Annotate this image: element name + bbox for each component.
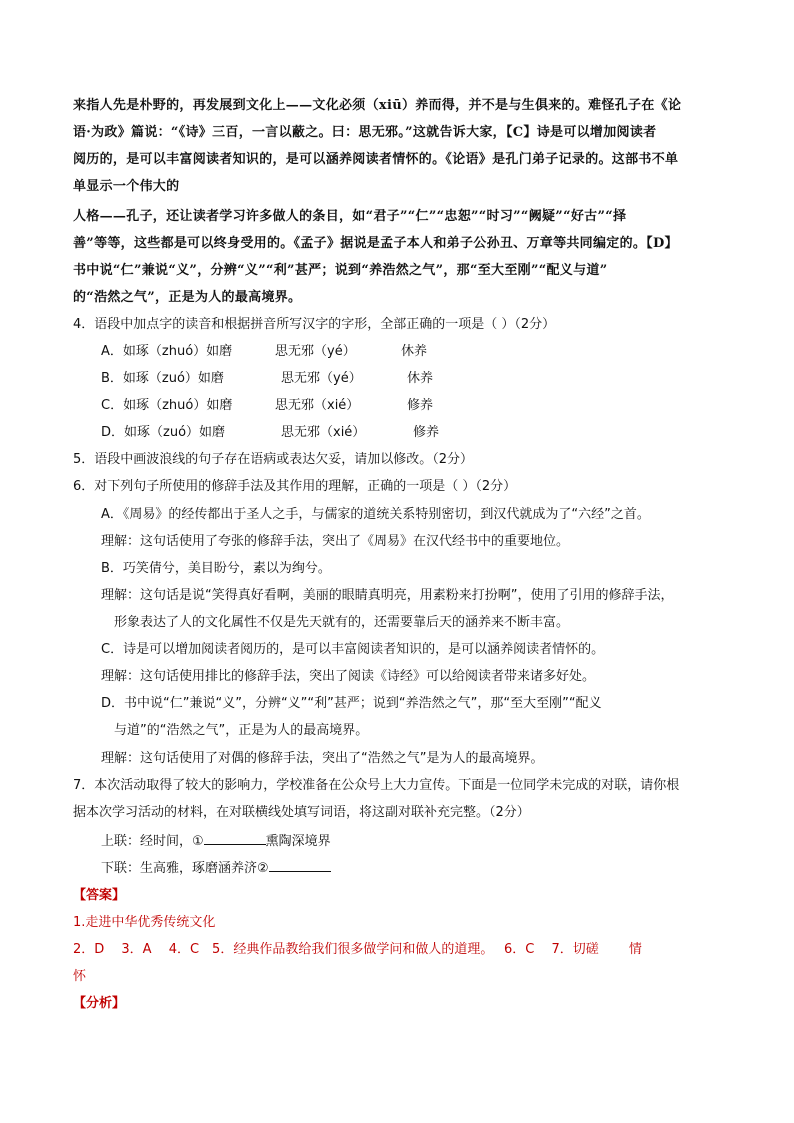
couplet-lower-prefix: 下联：生高雅，琢磨涵养济② xyxy=(101,861,269,876)
question-7-stem-cont: 据本次学习活动的材料，在对联横线处填写词语，将这副对联补充完整。（2分） xyxy=(73,805,530,820)
q6-option-d: D．书中说“仁”兼说“义”，分辨“义”“利”甚严；说到“养浩然之气”，那“至大至刚”“配义 xyxy=(101,696,602,711)
passage-line: 单显示一个伟大的 xyxy=(73,179,180,194)
answer-heading: 【答案】 xyxy=(73,888,126,903)
q6-option-d-cont: 与道”的“浩然之气”，正是为人的最高境界。 xyxy=(114,723,369,738)
q4-option-c-part3: 修养 xyxy=(407,398,434,413)
couplet-lower xyxy=(101,855,331,882)
passage-line: 善”等等，这些都是可以终身受用的。《孟子》据说是孟子本人和弟子公孙丑、万章等共同编定的。【D】 xyxy=(73,236,678,251)
q4-option-b-part1: B．如琢（zuó）如磨 xyxy=(101,371,224,386)
q4-option-b-part2: 思无邪（yé） xyxy=(281,371,362,386)
passage-line: 书中说“仁”兼说“义”，分辨“义”“利”甚严；说到“养浩然之气”，那“至大至刚”“配义与道” xyxy=(73,263,608,278)
question-4-stem: 4．语段中加点字的读音和根据拼音所写汉字的字形，全部正确的一项是（ ）（2分） xyxy=(73,317,556,332)
q4-option-b-part3: 休养 xyxy=(407,371,434,386)
q6-option-a: A．《周易》的经传都出于圣人之手，与儒家的道统关系特别密切，到汉代就成为了“六经”之首。 xyxy=(101,507,650,522)
passage-line: 语·为政》篇说：“《诗》三百，一言以蔽之。曰：思无邪。”这就告诉大家，【C】诗是可以增加阅读者 xyxy=(73,125,657,140)
q6-option-b-explain-cont: 形象表达了人的文化属性不仅是先天就有的，还需要靠后天的涵养来不断丰富。 xyxy=(114,615,570,630)
answer-line-1: 1.走进中华优秀传统文化 xyxy=(73,915,216,930)
analysis-heading: 【分析】 xyxy=(73,996,126,1011)
q4-option-c-part2: 思无邪（xié） xyxy=(275,398,360,413)
passage-line: 来指人先是朴野的，再发展到文化上——文化必须（xiū）养而得，并不是与生俱来的。难怪孔子在《论 xyxy=(73,98,682,113)
passage-line: 阅历的，是可以丰富阅读者知识的，是可以涵养阅读者情怀的。《论语》是孔门弟子记录的。这部书不单 xyxy=(73,152,679,167)
couplet-upper-blank[interactable] xyxy=(204,830,266,845)
q4-option-a-part1: A．如琢（zhuó）如磨 xyxy=(101,344,233,359)
q6-option-d-explain: 理解：这句话使用了对偶的修辞手法，突出了“浩然之气”是为人的最高境界。 xyxy=(101,751,544,766)
q4-option-a-part2: 思无邪（yé） xyxy=(275,344,356,359)
question-5-stem: 5．语段中画波浪线的句子存在语病或表达欠妥，请加以修改。（2分） xyxy=(73,452,474,467)
question-7-stem: 7．本次活动取得了较大的影响力，学校准备在公众号上大力宣传。下面是一位同学未完成的对联，请你根 xyxy=(73,778,680,793)
q4-option-a-part3: 休养 xyxy=(401,344,428,359)
q6-option-b: B．巧笑倩兮，美目盼兮，素以为绚兮。 xyxy=(101,561,331,576)
q6-option-c-explain: 理解：这句话使用排比的修辞手法，突出了阅读《诗经》可以给阅读者带来诸多好处。 xyxy=(101,669,596,684)
q4-option-d-part2: 思无邪（xié） xyxy=(281,425,366,440)
couplet-lower-blank[interactable] xyxy=(269,857,331,872)
couplet-upper-suffix: 熏陶深境界 xyxy=(265,834,331,849)
passage-line: 的“浩然之气”，正是为人的最高境界。 xyxy=(73,290,302,305)
q4-option-d-part1: D．如琢（zuó）如磨 xyxy=(101,425,226,440)
q4-option-d-part3: 修养 xyxy=(413,425,440,440)
question-6-stem: 6．对下列句子所使用的修辞手法及其作用的理解，正确的一项是（ ）（2分） xyxy=(73,479,517,494)
answer-line-3: 怀 xyxy=(73,969,87,984)
passage-line: 人格——孔子，还让读者学习许多做人的条目，如“君子”“仁”“忠恕”“时习”“阙疑”“好古”“择 xyxy=(73,209,627,224)
q6-option-c: C．诗是可以增加阅读者阅历的，是可以丰富阅读者知识的，是可以涵养阅读者情怀的。 xyxy=(101,642,605,657)
answer-line-2: 2．D 3．A 4．C 5．经典作品教给我们很多做学问和做人的道理。 6．C 7．切磋 情 xyxy=(73,942,642,957)
couplet-upper xyxy=(101,828,331,855)
q6-option-b-explain: 理解：这句话是说“笑得真好看啊，美丽的眼睛真明亮，用素粉来打扮啊”，使用了引用的修辞手法， xyxy=(101,588,674,603)
couplet-upper-prefix: 上联：经时间，① xyxy=(101,834,204,849)
q4-option-c-part1: C．如琢（zhuó）如磨 xyxy=(101,398,233,413)
q6-option-a-explain: 理解：这句话使用了夸张的修辞手法，突出了《周易》在汉代经书中的重要地位。 xyxy=(101,534,570,549)
